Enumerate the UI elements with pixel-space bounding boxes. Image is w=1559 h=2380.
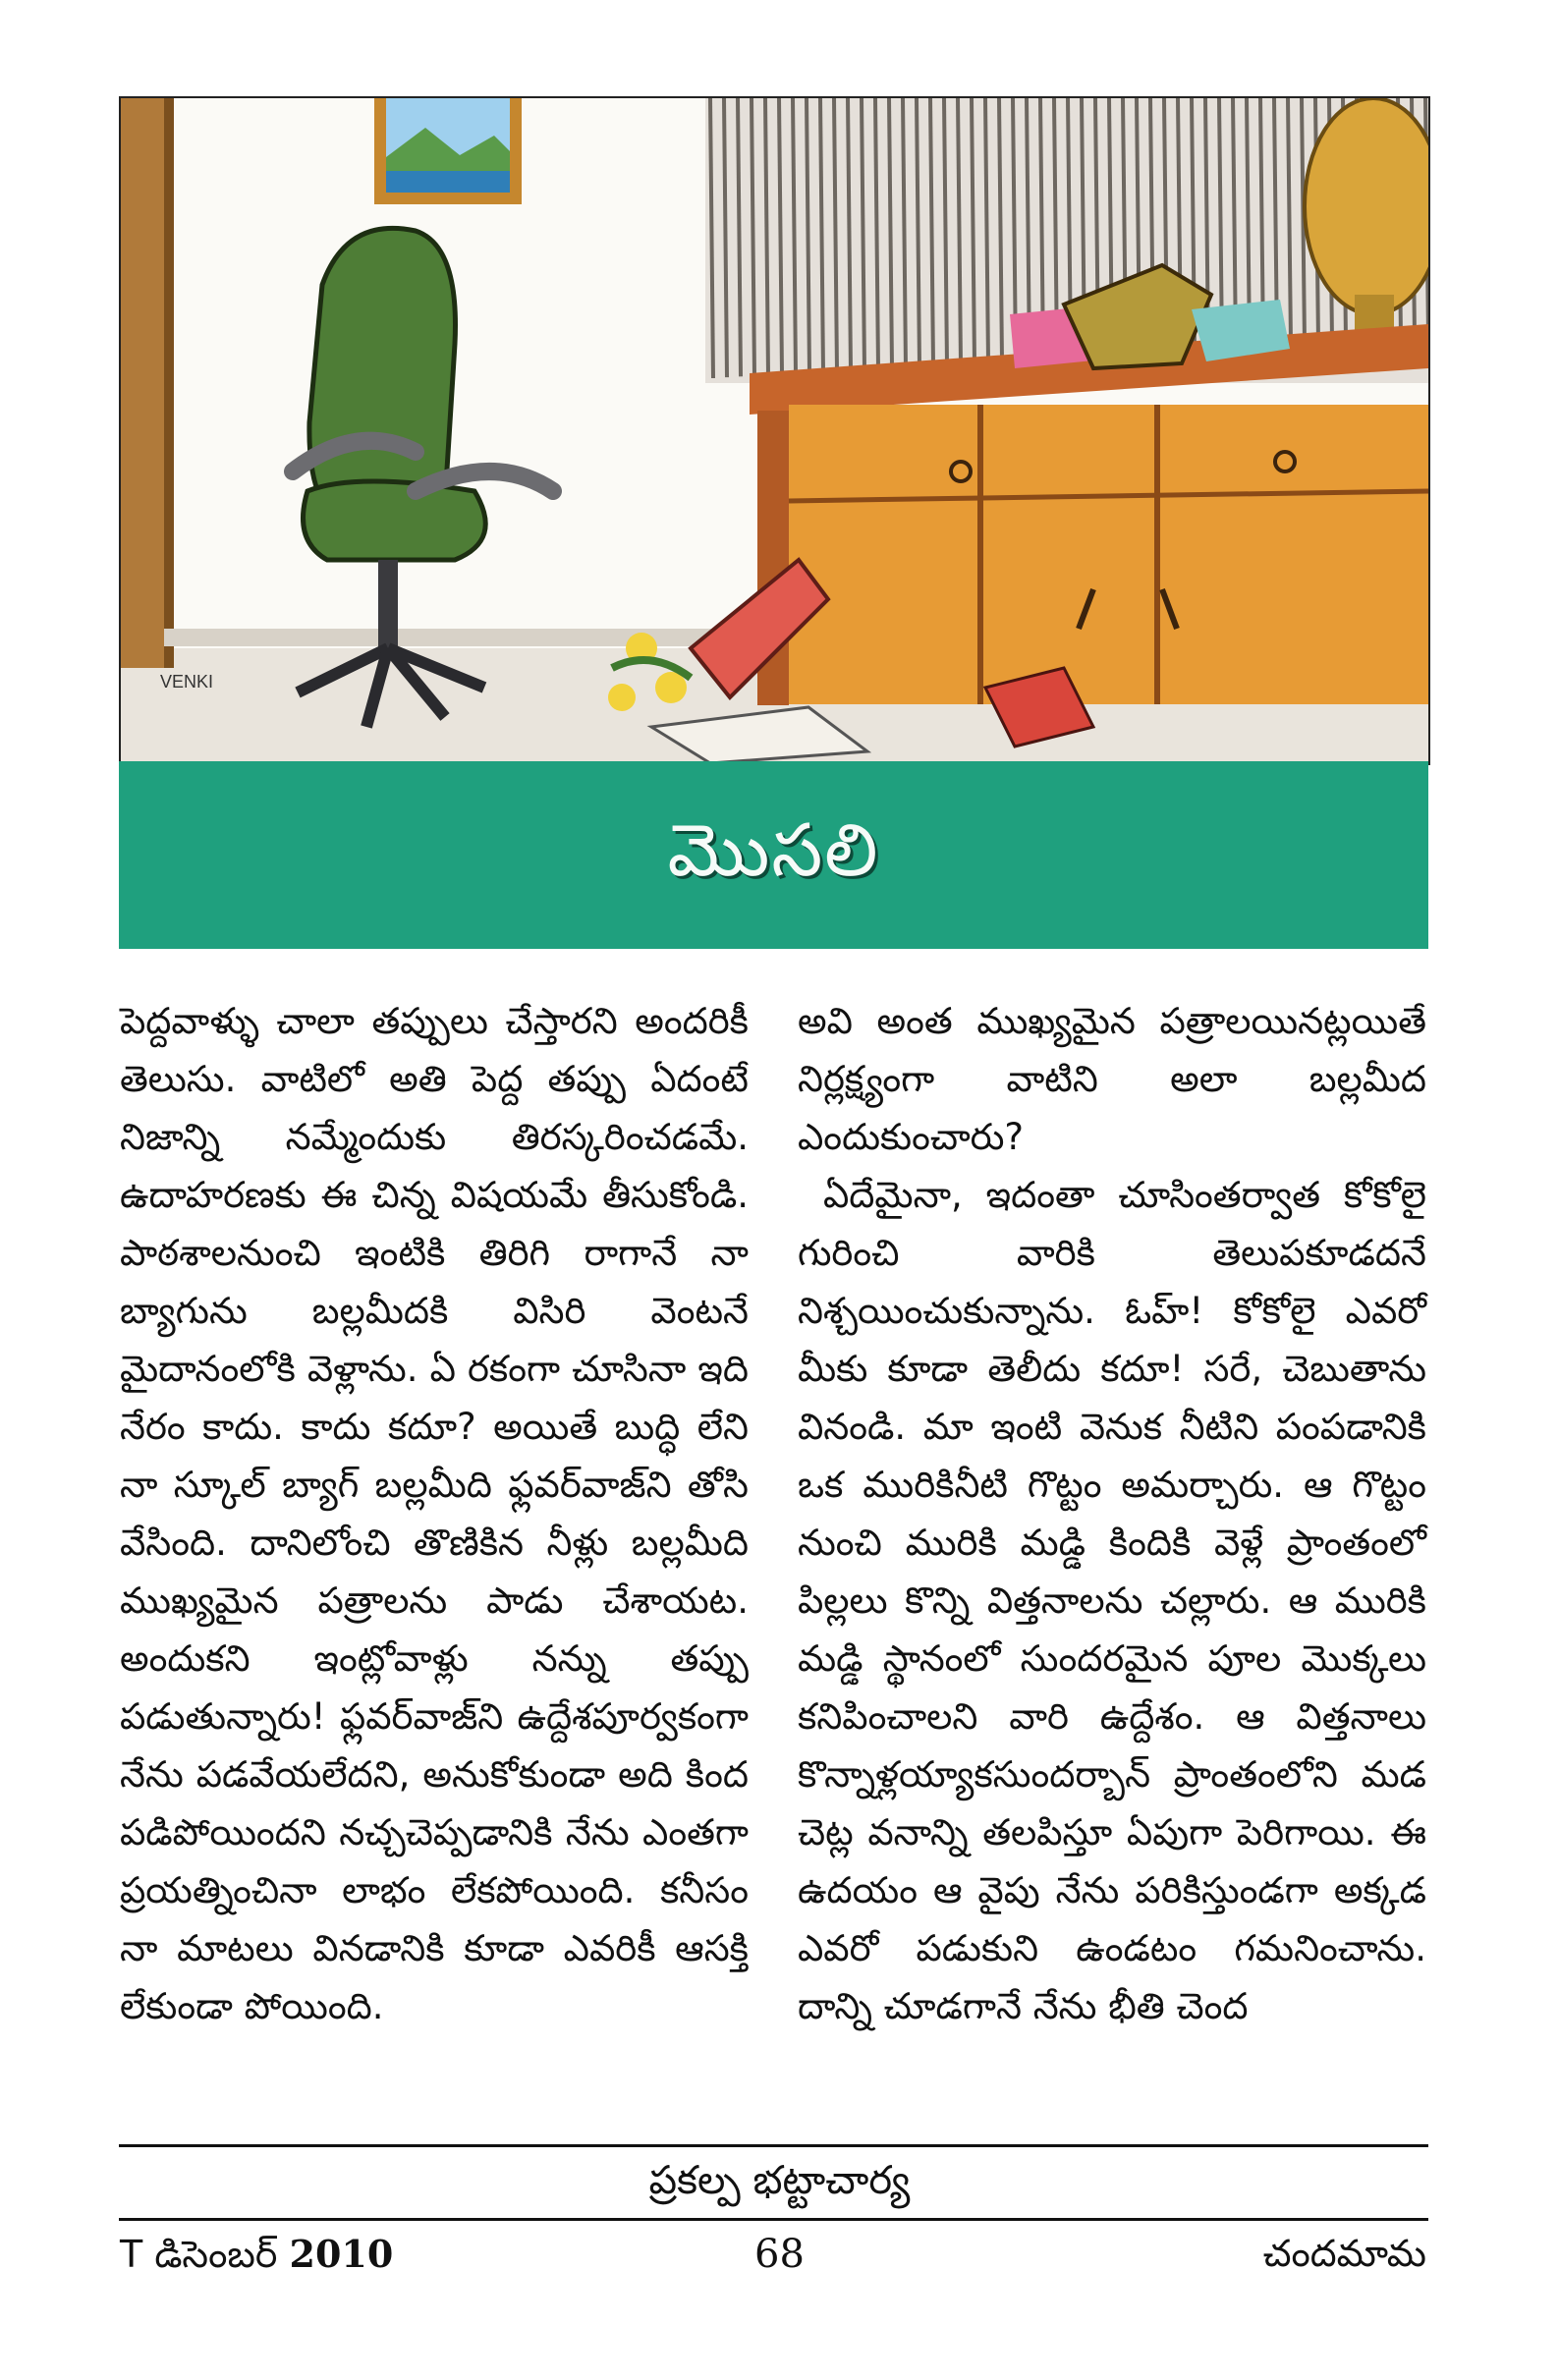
footer-marker: T xyxy=(120,2233,143,2276)
body-paragraph: ఏదేమైనా, ఇదంతా చూసింతర్వాత కోకోలై గురించి వారికి తెలుపకూడదనే నిశ్చయించుకున్నాను. ఓహ్! కోకోలై ఎవరో మీకు కూడా తెలీదు కదూ! సరే, చెబుతాను వినండి. మా ఇంటి వెనుక నీటిని పంపడానికి ఒక మురికినీటి గొట్టం అమర్చారు. ఆ గొట్టం నుంచి మురికి మడ్డి కిందికి వెళ్లే ప్రాంతంలో పిల్లలు కొన్ని విత్తనాలను చల్లారు. ఆ మురికి మడ్డి స్థానంలో సుందరమైన పూల మొక్కలు కనిపించాలని వారి ఉద్దేశం. ఆ విత్తనాలు కొన్నాళ్లయ్యాకసుందర్బాన్ ప్రాంతంలోని మడ చెట్ల వనాన్ని తలపిస్తూ ఏపుగా పెరిగాయి. ఈ ఉదయం ఆ వైపు నేను పరికిస్తుండగా అక్కడ ఎవరో పడుకుని ఉండటం గమనించాను. దాన్ని చూడగానే నేను భీతి చెంద xyxy=(798,1174,1426,2027)
door-frame xyxy=(121,98,164,668)
body-paragraph: అవి అంత ముఖ్యమైన పత్రాలయినట్లయితే నిర్లక్ష్యంగా వాటిని అలా బల్లమీద ఎందుకుంచారు? xyxy=(798,1000,1426,1158)
magazine-name: చందమామ xyxy=(1262,2232,1426,2275)
wall-painting xyxy=(374,98,522,204)
story-title: మొసలి xyxy=(667,808,880,893)
right-column xyxy=(798,992,1426,2035)
page-number: 68 xyxy=(754,2232,805,2277)
left-column xyxy=(120,992,749,2035)
story-illustration xyxy=(119,96,1430,765)
body-paragraph: పెద్దవాళ్ళు చాలా తప్పులు చేస్తారని అందరికీ తెలుసు. వాటిలో అతి పెద్ద తప్పు ఏదంటే నిజాన్ని నమ్మేందుకు తిరస్కరించడమే. ఉదాహరణకు ఈ చిన్న విషయమే తీసుకోండి. పాఠశాలనుంచి ఇంటికి తిరిగి రాగానే నా బ్యాగును బల్లమీదకి విసిరి వెంటనే మైదానంలోకి వెళ్లాను. ఏ రకంగా చూసినా ఇది నేరం కాదు. కాదు కదూ? అయితే బుద్ధి లేని నా స్కూల్ బ్యాగ్ బల్లమీది ఫ్లవర్‌వాజ్‌ని తోసి వేసింది. దానిలోంచి తొణికిన నీళ్లు బల్లమీది ముఖ్యమైన పత్రాలను పాడు చేశాయట. అందుకని ఇంట్లోవాళ్లు నన్ను తప్పు పడుతున్నారు! ఫ్లవర్‌వాజ్‌ని ఉద్దేశపూర్వకంగా నేను పడవేయలేదని, అనుకోకుండా అది కింద పడిపోయిందని నచ్చచెప్పడానికి నేను ఎంతగా ప్రయత్నించినా లాభం లేకపోయింది. కనీసం నా మాటలు వినడానికి కూడా ఎవరికీ ఆసక్తి లేకుండా పోయింది. xyxy=(120,1000,749,2027)
footer-year: 2010 xyxy=(289,2232,394,2276)
footer-month: డిసెంబర్ xyxy=(154,2233,278,2276)
divider-top xyxy=(119,2144,1428,2147)
artist-signature: VENKI xyxy=(160,672,214,692)
title-band xyxy=(119,761,1428,949)
author-name: ప్రకల్ప భట్టాచార్య xyxy=(648,2158,911,2203)
divider-bottom xyxy=(119,2218,1428,2221)
office-scene-illustration xyxy=(121,98,1428,763)
